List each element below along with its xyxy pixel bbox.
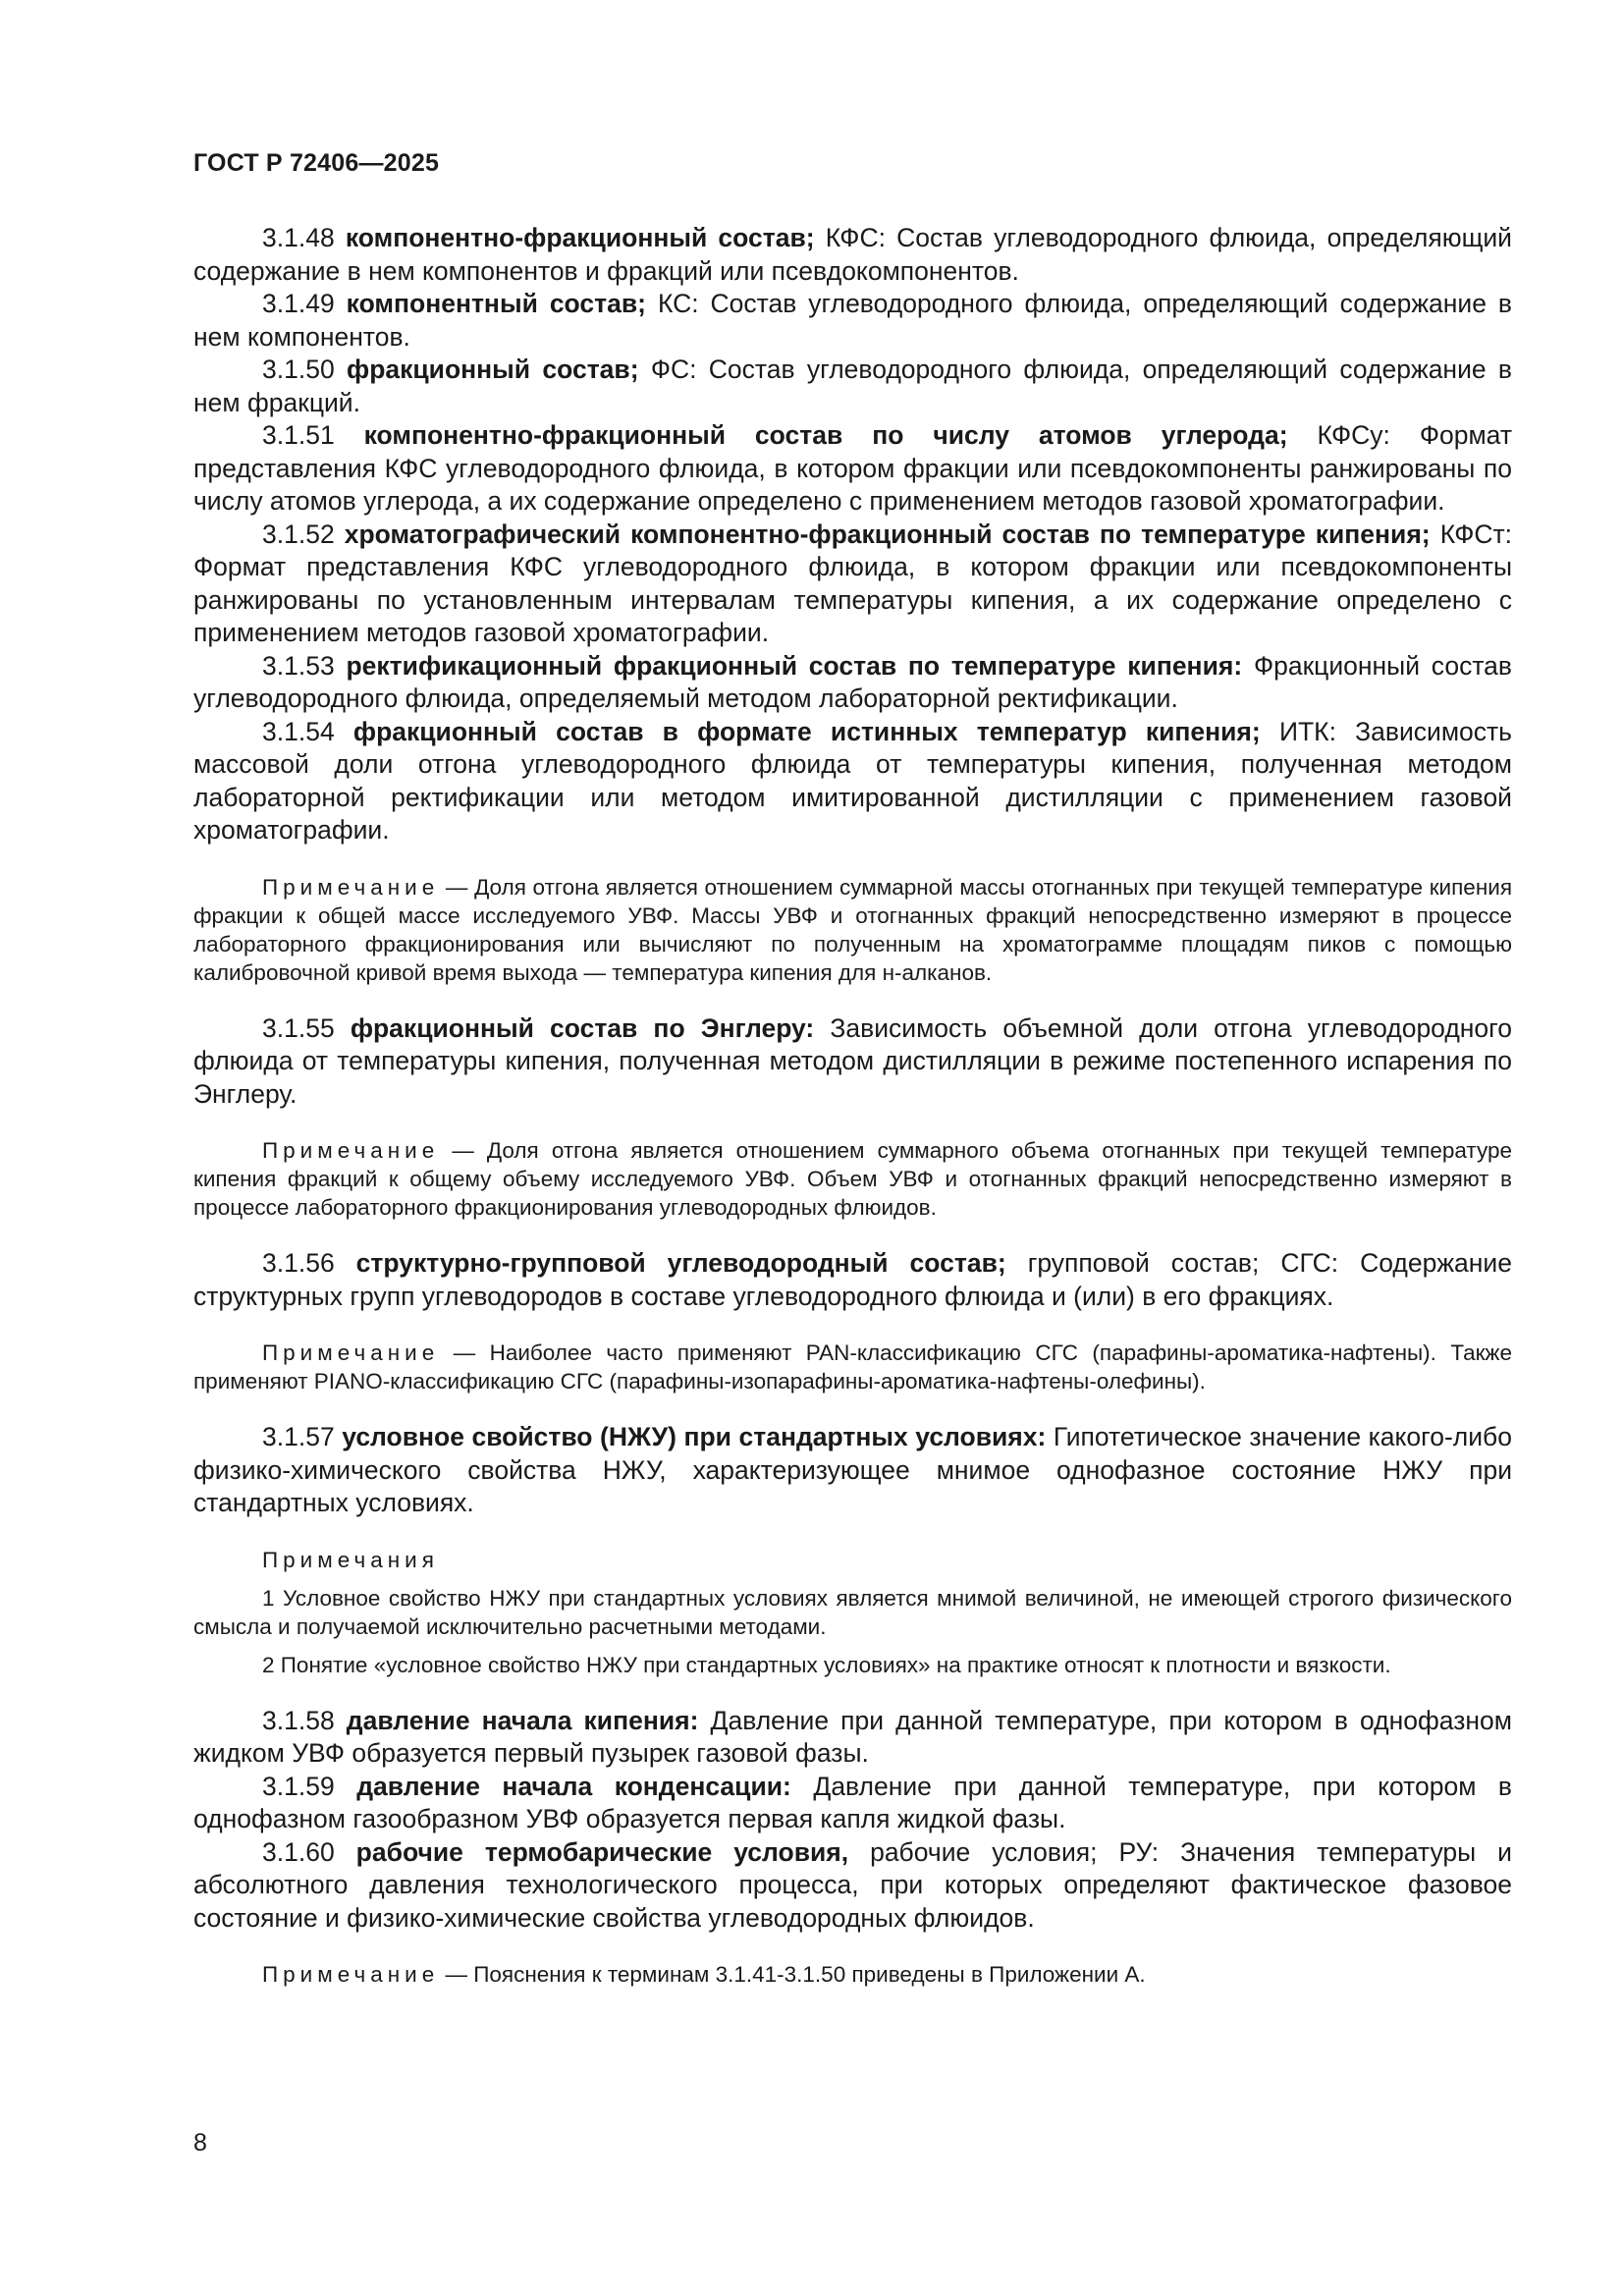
- term-number: 3.1.57: [262, 1422, 335, 1451]
- note-label: Примечание: [262, 1138, 440, 1163]
- term-definition: КФСт: Формат представления КФС углеводородного флюида, в котором фракции или псевдокомпоненты ранжированы по установленным интервалам температуры кипения, а их содержание определено с применением методов газовой хроматографии.: [193, 519, 1513, 647]
- note-text: — Наиболее часто применяют PAN-классификацию СГС (парафины-ароматика-нафтены). Также применяют PIANO-классификацию СГС (парафины-изопарафины-ароматика-нафтены-олефины).: [193, 1340, 1512, 1394]
- term-number: 3.1.54: [262, 716, 335, 746]
- term-number: 3.1.53: [262, 650, 335, 681]
- term-3-1-59: [193, 1771, 1512, 1836]
- notes-heading: Примечания: [262, 1547, 439, 1572]
- note-label: Примечание: [262, 1340, 440, 1365]
- term-definition: КС: Состав углеводородного флюида, определяющий содержание в нем компонентов.: [193, 289, 1512, 352]
- term-name: фракционный состав по Энглеру:: [350, 1012, 815, 1043]
- term-number: 3.1.50: [262, 355, 335, 384]
- term-3-1-50: [193, 354, 1512, 419]
- document-header: ГОСТ Р 72406—2025: [193, 149, 440, 177]
- term-definition: ФС: Состав углеводородного флюида, определяющий содержание в нем фракций.: [193, 355, 1512, 417]
- note-3-1-56: [193, 1339, 1512, 1395]
- term-number: 3.1.49: [262, 289, 335, 318]
- term-3-1-48: [193, 222, 1512, 288]
- term-number: 3.1.48: [262, 223, 335, 252]
- note-text: — Пояснения к терминам 3.1.41-3.1.50 приведены в Приложении А.: [445, 1962, 1146, 1987]
- term-number: 3.1.56: [262, 1248, 335, 1278]
- term-name: рабочие термобарические условия,: [355, 1836, 849, 1867]
- term-3-1-55: [193, 1012, 1512, 1112]
- term-name: ректификационный фракционный состав по температуре кипения:: [346, 650, 1243, 681]
- term-name: давление начала конденсации:: [356, 1771, 791, 1801]
- term-3-1-53: [193, 650, 1512, 716]
- term-number: 3.1.58: [262, 1705, 335, 1735]
- term-definition: Гипотетическое значение какого-либо физико-химического свойства НЖУ, характеризующее мнимое однофазное состояние НЖУ при стандартных условиях.: [193, 1422, 1512, 1517]
- term-definition: КФСу: Формат представления КФС углеводородного флюида, в котором фракции или псевдокомпоненты ранжированы по числу атомов углерода, а их содержание определено с применением методов газовой хроматографии.: [193, 420, 1512, 516]
- term-3-1-57: [193, 1421, 1512, 1520]
- term-number: 3.1.51: [262, 420, 335, 450]
- document-body: [193, 222, 1512, 1989]
- note-text: — Доля отгона является отношением суммарной массы отогнанных при текущей температуре кипения фракции к общей массе исследуемого УВФ. Массы УВФ и отогнанных фракций непосредственно измеряют в процессе лабораторного фракционирования или вычисляют по полученным на хроматограмме площадям пиков с помощью калибровочной кривой время выхода — температура кипения для н-алканов.: [193, 874, 1512, 985]
- note-3-1-55: [193, 1136, 1512, 1222]
- note-label: Примечание: [262, 874, 440, 900]
- term-definition: Давление при данной температуре, при котором в однофазном жидком УВФ образуется первый пузырек газовой фазы.: [193, 1705, 1512, 1768]
- term-definition: Давление при данной температуре, при котором в однофазном газообразном УВФ образуется первая капля жидкой фазы.: [193, 1771, 1513, 1833]
- term-3-1-56: [193, 1247, 1512, 1313]
- term-number: 3.1.52: [262, 519, 335, 549]
- term-3-1-54: [193, 716, 1512, 847]
- note-text: — Доля отгона является отношением суммарного объема отогнанных при текущей температуре кипения фракций к общему объему исследуемого УВФ. Объем УВФ и отогнанных фракций непосредственно измеряют в процессе лабораторного фракционирования углеводородных флюидов.: [193, 1138, 1512, 1220]
- term-number: 3.1.55: [262, 1012, 335, 1043]
- note-item-1: 1 Условное свойство НЖУ при стандартных условиях является мнимой величиной, не имеющей строгого физического смысла и получаемой исключительно расчетными методами.: [193, 1585, 1512, 1639]
- term-name: условное свойство (НЖУ) при стандартных условиях:: [342, 1422, 1047, 1451]
- term-3-1-60: [193, 1836, 1512, 1936]
- term-definition: рабочие условия; РУ: Значения температуры и абсолютного давления технологического процесса, при которых определяют фактическое фазовое состояние и физико-химические свойства углеводородных флюидов.: [193, 1836, 1512, 1933]
- note-final: [193, 1960, 1512, 1989]
- term-name: фракционный состав;: [347, 355, 639, 384]
- term-definition: групповой состав; СГС: Содержание структурных групп углеводородов в составе углеводородного флюида и (или) в его фракциях.: [193, 1248, 1512, 1311]
- term-definition: Зависимость объемной доли отгона углеводородного флюида от температуры кипения, полученная методом дистилляции в режиме постепенного испарения по Энглеру.: [193, 1012, 1512, 1109]
- term-name: фракционный состав в формате истинных температур кипения;: [352, 716, 1261, 746]
- term-3-1-52: [193, 519, 1512, 650]
- term-3-1-51: [193, 419, 1512, 519]
- term-name: давление начала кипения:: [346, 1705, 699, 1735]
- term-definition: Фракционный состав углеводородного флюида, определяемый методом лабораторной ректификации.: [193, 650, 1512, 713]
- term-definition: ИТК: Зависимость массовой доли отгона углеводородного флюида от температуры кипения, полученная методом лабораторной ректификации или методом имитированной дистилляции с применением газовой хроматографии.: [193, 716, 1512, 845]
- term-name: структурно-групповой углеводородный состав;: [355, 1248, 1006, 1278]
- term-name: компонентный состав;: [346, 289, 646, 318]
- term-name: компонентно-фракционный состав;: [345, 223, 815, 252]
- term-3-1-49: [193, 288, 1512, 354]
- term-3-1-58: [193, 1705, 1512, 1771]
- page-number: 8: [193, 2129, 207, 2157]
- note-label: Примечание: [262, 1962, 440, 1987]
- note-item-2: 2 Понятие «условное свойство НЖУ при стандартных условиях» на практике относят к плотности и вязкости.: [262, 1652, 1391, 1677]
- note-3-1-54: [193, 873, 1512, 987]
- term-name: компонентно-фракционный состав по числу атомов углерода;: [363, 420, 1288, 450]
- term-name: хроматографический компонентно-фракционный состав по температуре кипения;: [344, 519, 1431, 549]
- term-number: 3.1.59: [262, 1771, 335, 1801]
- term-number: 3.1.60: [262, 1836, 335, 1867]
- term-definition: КФС: Состав углеводородного флюида, определяющий содержание в нем компонентов и фракций или псевдокомпонентов.: [193, 223, 1512, 286]
